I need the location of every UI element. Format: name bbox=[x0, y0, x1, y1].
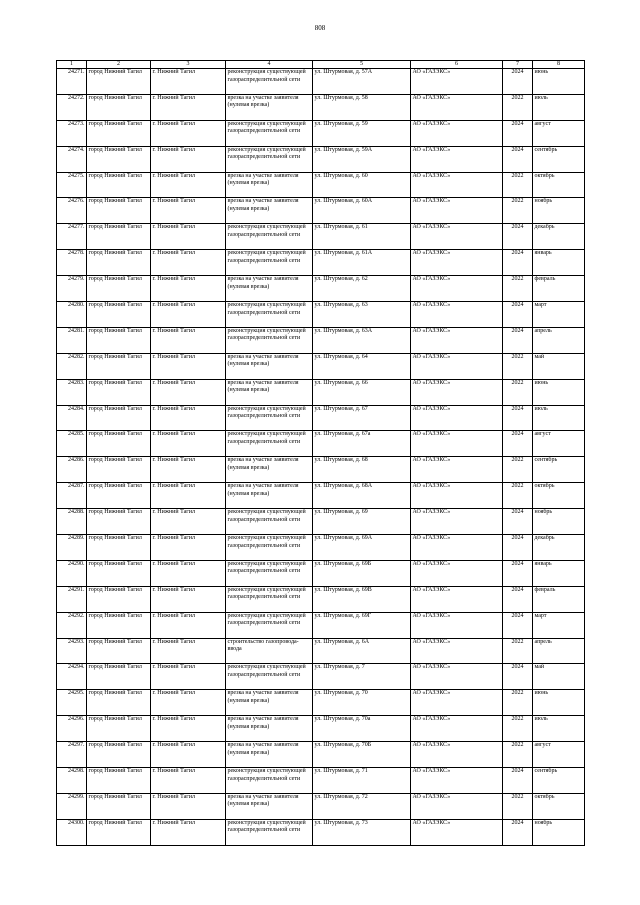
row-number-cell: 24276. bbox=[57, 198, 87, 224]
row-number-cell: 24295. bbox=[57, 690, 87, 716]
organization-cell: АО «ГАЗЭКС» bbox=[411, 276, 503, 302]
year-cell: 2022 bbox=[503, 716, 533, 742]
month-cell: май bbox=[533, 353, 585, 379]
address-cell: ул. Штурмовая, д. 58 bbox=[313, 94, 411, 120]
district-cell: город Нижний Тагил bbox=[87, 742, 151, 768]
district-cell: город Нижний Тагил bbox=[87, 302, 151, 328]
address-cell: ул. Штурмовая, д. 71 bbox=[313, 768, 411, 794]
row-number-cell: 24287. bbox=[57, 483, 87, 509]
column-header: 3 bbox=[151, 61, 226, 69]
district-cell: город Нижний Тагил bbox=[87, 172, 151, 198]
locality-cell: г. Нижний Тагил bbox=[151, 638, 226, 664]
month-cell: сентябрь bbox=[533, 768, 585, 794]
district-cell: город Нижний Тагил bbox=[87, 276, 151, 302]
locality-cell: г. Нижний Тагил bbox=[151, 172, 226, 198]
year-cell: 2024 bbox=[503, 327, 533, 353]
table-row bbox=[57, 198, 585, 224]
month-cell: июнь bbox=[533, 690, 585, 716]
work-type-cell: врезка на участке заявителя (нулевая врезка) bbox=[226, 742, 313, 768]
district-cell: город Нижний Тагил bbox=[87, 327, 151, 353]
year-cell: 2024 bbox=[503, 819, 533, 845]
row-number-cell: 24272. bbox=[57, 94, 87, 120]
address-cell: ул. Штурмовая, д. 60А bbox=[313, 198, 411, 224]
row-number-cell: 24275. bbox=[57, 172, 87, 198]
organization-cell: АО «ГАЗЭКС» bbox=[411, 120, 503, 146]
year-cell: 2022 bbox=[503, 94, 533, 120]
year-cell: 2024 bbox=[503, 250, 533, 276]
address-cell: ул. Штурмовая, д. 70Б bbox=[313, 742, 411, 768]
work-type-cell: врезка на участке заявителя (нулевая врезка) bbox=[226, 379, 313, 405]
row-number-cell: 24300. bbox=[57, 819, 87, 845]
row-number-cell: 24290. bbox=[57, 560, 87, 586]
work-type-cell: врезка на участке заявителя (нулевая врезка) bbox=[226, 457, 313, 483]
locality-cell: г. Нижний Тагил bbox=[151, 612, 226, 638]
month-cell: июль bbox=[533, 94, 585, 120]
table-row bbox=[57, 146, 585, 172]
address-cell: ул. Штурмовая, д. 57А bbox=[313, 69, 411, 95]
work-type-cell: реконструкция существующей газораспределительной сети bbox=[226, 327, 313, 353]
table-row bbox=[57, 664, 585, 690]
locality-cell: г. Нижний Тагил bbox=[151, 742, 226, 768]
year-cell: 2022 bbox=[503, 690, 533, 716]
locality-cell: г. Нижний Тагил bbox=[151, 431, 226, 457]
year-cell: 2022 bbox=[503, 638, 533, 664]
column-header: 7 bbox=[503, 61, 533, 69]
organization-cell: АО «ГАЗЭКС» bbox=[411, 535, 503, 561]
year-cell: 2024 bbox=[503, 120, 533, 146]
row-number-cell: 24278. bbox=[57, 250, 87, 276]
table-row bbox=[57, 224, 585, 250]
locality-cell: г. Нижний Тагил bbox=[151, 716, 226, 742]
work-type-cell: врезка на участке заявителя (нулевая врезка) bbox=[226, 172, 313, 198]
work-type-cell: реконструкция существующей газораспределительной сети bbox=[226, 612, 313, 638]
work-type-cell: реконструкция существующей газораспределительной сети bbox=[226, 768, 313, 794]
organization-cell: АО «ГАЗЭКС» bbox=[411, 69, 503, 95]
district-cell: город Нижний Тагил bbox=[87, 69, 151, 95]
column-header: 2 bbox=[87, 61, 151, 69]
organization-cell: АО «ГАЗЭКС» bbox=[411, 483, 503, 509]
address-cell: ул. Штурмовая, д. 63А bbox=[313, 327, 411, 353]
row-number-cell: 24280. bbox=[57, 302, 87, 328]
row-number-cell: 24291. bbox=[57, 586, 87, 612]
locality-cell: г. Нижний Тагил bbox=[151, 379, 226, 405]
organization-cell: АО «ГАЗЭКС» bbox=[411, 457, 503, 483]
table-row bbox=[57, 431, 585, 457]
organization-cell: АО «ГАЗЭКС» bbox=[411, 198, 503, 224]
locality-cell: г. Нижний Тагил bbox=[151, 457, 226, 483]
address-cell: ул. Штурмовая, д. 66 bbox=[313, 379, 411, 405]
work-type-cell: реконструкция существующей газораспределительной сети bbox=[226, 146, 313, 172]
row-number-cell: 24294. bbox=[57, 664, 87, 690]
work-type-cell: врезка на участке заявителя (нулевая врезка) bbox=[226, 276, 313, 302]
year-cell: 2024 bbox=[503, 69, 533, 95]
work-type-cell: врезка на участке заявителя (нулевая врезка) bbox=[226, 483, 313, 509]
district-cell: город Нижний Тагил bbox=[87, 250, 151, 276]
address-cell: ул. Штурмовая, д. 6А bbox=[313, 638, 411, 664]
table-row bbox=[57, 276, 585, 302]
district-cell: город Нижний Тагил bbox=[87, 483, 151, 509]
address-cell: ул. Штурмовая, д. 61А bbox=[313, 250, 411, 276]
work-type-cell: строительство газопровода-ввода bbox=[226, 638, 313, 664]
row-number-cell: 24273. bbox=[57, 120, 87, 146]
table-row bbox=[57, 457, 585, 483]
year-cell: 2024 bbox=[503, 224, 533, 250]
month-cell: июль bbox=[533, 405, 585, 431]
address-cell: ул. Штурмовая, д. 69Г bbox=[313, 612, 411, 638]
work-type-cell: реконструкция существующей газораспределительной сети bbox=[226, 664, 313, 690]
locality-cell: г. Нижний Тагил bbox=[151, 146, 226, 172]
year-cell: 2024 bbox=[503, 302, 533, 328]
year-cell: 2024 bbox=[503, 535, 533, 561]
organization-cell: АО «ГАЗЭКС» bbox=[411, 327, 503, 353]
address-cell: ул. Штурмовая, д. 68А bbox=[313, 483, 411, 509]
organization-cell: АО «ГАЗЭКС» bbox=[411, 379, 503, 405]
month-cell: март bbox=[533, 302, 585, 328]
district-cell: город Нижний Тагил bbox=[87, 379, 151, 405]
work-type-cell: врезка на участке заявителя (нулевая врезка) bbox=[226, 690, 313, 716]
district-cell: город Нижний Тагил bbox=[87, 198, 151, 224]
month-cell: январь bbox=[533, 560, 585, 586]
organization-cell: АО «ГАЗЭКС» bbox=[411, 353, 503, 379]
row-number-cell: 24282. bbox=[57, 353, 87, 379]
organization-cell: АО «ГАЗЭКС» bbox=[411, 716, 503, 742]
work-type-cell: врезка на участке заявителя (нулевая врезка) bbox=[226, 94, 313, 120]
year-cell: 2022 bbox=[503, 198, 533, 224]
column-header: 1 bbox=[57, 61, 87, 69]
year-cell: 2024 bbox=[503, 768, 533, 794]
year-cell: 2024 bbox=[503, 586, 533, 612]
address-cell: ул. Штурмовая, д. 63 bbox=[313, 302, 411, 328]
address-cell: ул. Штурмовая, д. 73 bbox=[313, 819, 411, 845]
table-row bbox=[57, 535, 585, 561]
locality-cell: г. Нижний Тагил bbox=[151, 276, 226, 302]
month-cell: февраль bbox=[533, 586, 585, 612]
table-row bbox=[57, 716, 585, 742]
row-number-cell: 24279. bbox=[57, 276, 87, 302]
address-cell: ул. Штурмовая, д. 69 bbox=[313, 509, 411, 535]
month-cell: ноябрь bbox=[533, 198, 585, 224]
work-type-cell: реконструкция существующей газораспределительной сети bbox=[226, 819, 313, 845]
page-number: 808 bbox=[314, 24, 326, 32]
table-row bbox=[57, 509, 585, 535]
district-cell: город Нижний Тагил bbox=[87, 793, 151, 819]
row-number-cell: 24281. bbox=[57, 327, 87, 353]
table-row bbox=[57, 586, 585, 612]
address-cell: ул. Штурмовая, д. 59А bbox=[313, 146, 411, 172]
table-row bbox=[57, 69, 585, 95]
locality-cell: г. Нижний Тагил bbox=[151, 768, 226, 794]
table-row bbox=[57, 793, 585, 819]
month-cell: август bbox=[533, 742, 585, 768]
month-cell: апрель bbox=[533, 327, 585, 353]
organization-cell: АО «ГАЗЭКС» bbox=[411, 638, 503, 664]
row-number-cell: 24284. bbox=[57, 405, 87, 431]
month-cell: октябрь bbox=[533, 483, 585, 509]
row-number-cell: 24274. bbox=[57, 146, 87, 172]
organization-cell: АО «ГАЗЭКС» bbox=[411, 793, 503, 819]
table-row bbox=[57, 483, 585, 509]
organization-cell: АО «ГАЗЭКС» bbox=[411, 560, 503, 586]
district-cell: город Нижний Тагил bbox=[87, 638, 151, 664]
district-cell: город Нижний Тагил bbox=[87, 457, 151, 483]
work-type-cell: врезка на участке заявителя (нулевая врезка) bbox=[226, 793, 313, 819]
month-cell: август bbox=[533, 431, 585, 457]
locality-cell: г. Нижний Тагил bbox=[151, 69, 226, 95]
work-type-cell: реконструкция существующей газораспределительной сети bbox=[226, 560, 313, 586]
address-cell: ул. Штурмовая, д. 69А bbox=[313, 535, 411, 561]
table-row bbox=[57, 612, 585, 638]
organization-cell: АО «ГАЗЭКС» bbox=[411, 586, 503, 612]
table-row bbox=[57, 560, 585, 586]
organization-cell: АО «ГАЗЭКС» bbox=[411, 768, 503, 794]
address-cell: ул. Штурмовая, д. 59 bbox=[313, 120, 411, 146]
row-number-cell: 24292. bbox=[57, 612, 87, 638]
month-cell: июль bbox=[533, 716, 585, 742]
address-cell: ул. Штурмовая, д. 67а bbox=[313, 431, 411, 457]
district-cell: город Нижний Тагил bbox=[87, 586, 151, 612]
organization-cell: АО «ГАЗЭКС» bbox=[411, 94, 503, 120]
year-cell: 2024 bbox=[503, 431, 533, 457]
address-cell: ул. Штурмовая, д. 62 bbox=[313, 276, 411, 302]
work-type-cell: реконструкция существующей газораспределительной сети bbox=[226, 431, 313, 457]
district-cell: город Нижний Тагил bbox=[87, 94, 151, 120]
work-type-cell: реконструкция существующей газораспределительной сети bbox=[226, 250, 313, 276]
locality-cell: г. Нижний Тагил bbox=[151, 198, 226, 224]
locality-cell: г. Нижний Тагил bbox=[151, 94, 226, 120]
locality-cell: г. Нижний Тагил bbox=[151, 120, 226, 146]
organization-cell: АО «ГАЗЭКС» bbox=[411, 302, 503, 328]
year-cell: 2022 bbox=[503, 457, 533, 483]
locality-cell: г. Нижний Тагил bbox=[151, 224, 226, 250]
locality-cell: г. Нижний Тагил bbox=[151, 327, 226, 353]
table-row bbox=[57, 94, 585, 120]
organization-cell: АО «ГАЗЭКС» bbox=[411, 405, 503, 431]
year-cell: 2024 bbox=[503, 560, 533, 586]
table-row bbox=[57, 690, 585, 716]
district-cell: город Нижний Тагил bbox=[87, 405, 151, 431]
month-cell: июнь bbox=[533, 69, 585, 95]
locality-cell: г. Нижний Тагил bbox=[151, 250, 226, 276]
row-number-cell: 24286. bbox=[57, 457, 87, 483]
locality-cell: г. Нижний Тагил bbox=[151, 690, 226, 716]
address-cell: ул. Штурмовая, д. 61 bbox=[313, 224, 411, 250]
work-type-cell: реконструкция существующей газораспределительной сети bbox=[226, 120, 313, 146]
year-cell: 2022 bbox=[503, 483, 533, 509]
table-row bbox=[57, 379, 585, 405]
row-number-cell: 24288. bbox=[57, 509, 87, 535]
address-cell: ул. Штурмовая, д. 60 bbox=[313, 172, 411, 198]
organization-cell: АО «ГАЗЭКС» bbox=[411, 431, 503, 457]
address-cell: ул. Штурмовая, д. 72 bbox=[313, 793, 411, 819]
work-type-cell: реконструкция существующей газораспределительной сети bbox=[226, 405, 313, 431]
table-row bbox=[57, 819, 585, 845]
year-cell: 2022 bbox=[503, 276, 533, 302]
district-cell: город Нижний Тагил bbox=[87, 146, 151, 172]
work-type-cell: реконструкция существующей газораспределительной сети bbox=[226, 535, 313, 561]
column-header: 8 bbox=[533, 61, 585, 69]
organization-cell: АО «ГАЗЭКС» bbox=[411, 146, 503, 172]
locality-cell: г. Нижний Тагил bbox=[151, 535, 226, 561]
address-cell: ул. Штурмовая, д. 70 bbox=[313, 690, 411, 716]
organization-cell: АО «ГАЗЭКС» bbox=[411, 612, 503, 638]
organization-cell: АО «ГАЗЭКС» bbox=[411, 509, 503, 535]
table-row bbox=[57, 742, 585, 768]
row-number-cell: 24271. bbox=[57, 69, 87, 95]
address-cell: ул. Штурмовая, д. 7 bbox=[313, 664, 411, 690]
organization-cell: АО «ГАЗЭКС» bbox=[411, 742, 503, 768]
district-cell: город Нижний Тагил bbox=[87, 120, 151, 146]
organization-cell: АО «ГАЗЭКС» bbox=[411, 224, 503, 250]
month-cell: март bbox=[533, 612, 585, 638]
organization-cell: АО «ГАЗЭКС» bbox=[411, 690, 503, 716]
address-cell: ул. Штурмовая, д. 68 bbox=[313, 457, 411, 483]
year-cell: 2022 bbox=[503, 353, 533, 379]
district-cell: город Нижний Тагил bbox=[87, 716, 151, 742]
work-type-cell: реконструкция существующей газораспределительной сети bbox=[226, 586, 313, 612]
district-cell: город Нижний Тагил bbox=[87, 612, 151, 638]
locality-cell: г. Нижний Тагил bbox=[151, 560, 226, 586]
address-cell: ул. Штурмовая, д. 70а bbox=[313, 716, 411, 742]
work-type-cell: врезка на участке заявителя (нулевая врезка) bbox=[226, 353, 313, 379]
address-cell: ул. Штурмовая, д. 69Б bbox=[313, 560, 411, 586]
district-cell: город Нижний Тагил bbox=[87, 535, 151, 561]
address-cell: ул. Штурмовая, д. 69В bbox=[313, 586, 411, 612]
locality-cell: г. Нижний Тагил bbox=[151, 302, 226, 328]
column-header: 6 bbox=[411, 61, 503, 69]
table-row bbox=[57, 327, 585, 353]
month-cell: ноябрь bbox=[533, 509, 585, 535]
work-type-cell: врезка на участке заявителя (нулевая врезка) bbox=[226, 716, 313, 742]
work-type-cell: реконструкция существующей газораспределительной сети bbox=[226, 509, 313, 535]
month-cell: ноябрь bbox=[533, 819, 585, 845]
year-cell: 2022 bbox=[503, 742, 533, 768]
register-table bbox=[56, 60, 585, 846]
locality-cell: г. Нижний Тагил bbox=[151, 819, 226, 845]
year-cell: 2024 bbox=[503, 664, 533, 690]
locality-cell: г. Нижний Тагил bbox=[151, 586, 226, 612]
district-cell: город Нижний Тагил bbox=[87, 431, 151, 457]
header-row bbox=[57, 61, 585, 69]
year-cell: 2022 bbox=[503, 793, 533, 819]
district-cell: город Нижний Тагил bbox=[87, 768, 151, 794]
row-number-cell: 24277. bbox=[57, 224, 87, 250]
locality-cell: г. Нижний Тагил bbox=[151, 664, 226, 690]
table-row bbox=[57, 768, 585, 794]
locality-cell: г. Нижний Тагил bbox=[151, 483, 226, 509]
year-cell: 2024 bbox=[503, 612, 533, 638]
month-cell: сентябрь bbox=[533, 146, 585, 172]
organization-cell: АО «ГАЗЭКС» bbox=[411, 664, 503, 690]
table-row bbox=[57, 120, 585, 146]
district-cell: город Нижний Тагил bbox=[87, 224, 151, 250]
work-type-cell: врезка на участке заявителя (нулевая врезка) bbox=[226, 198, 313, 224]
locality-cell: г. Нижний Тагил bbox=[151, 405, 226, 431]
work-type-cell: реконструкция существующей газораспределительной сети bbox=[226, 69, 313, 95]
district-cell: город Нижний Тагил bbox=[87, 509, 151, 535]
year-cell: 2024 bbox=[503, 405, 533, 431]
locality-cell: г. Нижний Тагил bbox=[151, 793, 226, 819]
district-cell: город Нижний Тагил bbox=[87, 690, 151, 716]
district-cell: город Нижний Тагил bbox=[87, 664, 151, 690]
row-number-cell: 24293. bbox=[57, 638, 87, 664]
column-header: 5 bbox=[313, 61, 411, 69]
address-cell: ул. Штурмовая, д. 64 bbox=[313, 353, 411, 379]
month-cell: октябрь bbox=[533, 172, 585, 198]
row-number-cell: 24298. bbox=[57, 768, 87, 794]
year-cell: 2022 bbox=[503, 379, 533, 405]
year-cell: 2022 bbox=[503, 172, 533, 198]
organization-cell: АО «ГАЗЭКС» bbox=[411, 172, 503, 198]
table-row bbox=[57, 250, 585, 276]
month-cell: июнь bbox=[533, 379, 585, 405]
row-number-cell: 24296. bbox=[57, 716, 87, 742]
year-cell: 2024 bbox=[503, 146, 533, 172]
organization-cell: АО «ГАЗЭКС» bbox=[411, 819, 503, 845]
work-type-cell: реконструкция существующей газораспределительной сети bbox=[226, 224, 313, 250]
month-cell: февраль bbox=[533, 276, 585, 302]
year-cell: 2024 bbox=[503, 509, 533, 535]
table-row bbox=[57, 638, 585, 664]
row-number-cell: 24299. bbox=[57, 793, 87, 819]
row-number-cell: 24289. bbox=[57, 535, 87, 561]
month-cell: декабрь bbox=[533, 224, 585, 250]
row-number-cell: 24283. bbox=[57, 379, 87, 405]
month-cell: октябрь bbox=[533, 793, 585, 819]
district-cell: город Нижний Тагил bbox=[87, 819, 151, 845]
work-type-cell: реконструкция существующей газораспределительной сети bbox=[226, 302, 313, 328]
locality-cell: г. Нижний Тагил bbox=[151, 353, 226, 379]
district-cell: город Нижний Тагил bbox=[87, 353, 151, 379]
month-cell: январь bbox=[533, 250, 585, 276]
month-cell: сентябрь bbox=[533, 457, 585, 483]
column-header: 4 bbox=[226, 61, 313, 69]
row-number-cell: 24297. bbox=[57, 742, 87, 768]
month-cell: апрель bbox=[533, 638, 585, 664]
month-cell: декабрь bbox=[533, 535, 585, 561]
month-cell: август bbox=[533, 120, 585, 146]
table-row bbox=[57, 302, 585, 328]
organization-cell: АО «ГАЗЭКС» bbox=[411, 250, 503, 276]
table-row bbox=[57, 353, 585, 379]
address-cell: ул. Штурмовая, д. 67 bbox=[313, 405, 411, 431]
district-cell: город Нижний Тагил bbox=[87, 560, 151, 586]
table-row bbox=[57, 172, 585, 198]
table-row bbox=[57, 405, 585, 431]
locality-cell: г. Нижний Тагил bbox=[151, 509, 226, 535]
month-cell: май bbox=[533, 664, 585, 690]
row-number-cell: 24285. bbox=[57, 431, 87, 457]
